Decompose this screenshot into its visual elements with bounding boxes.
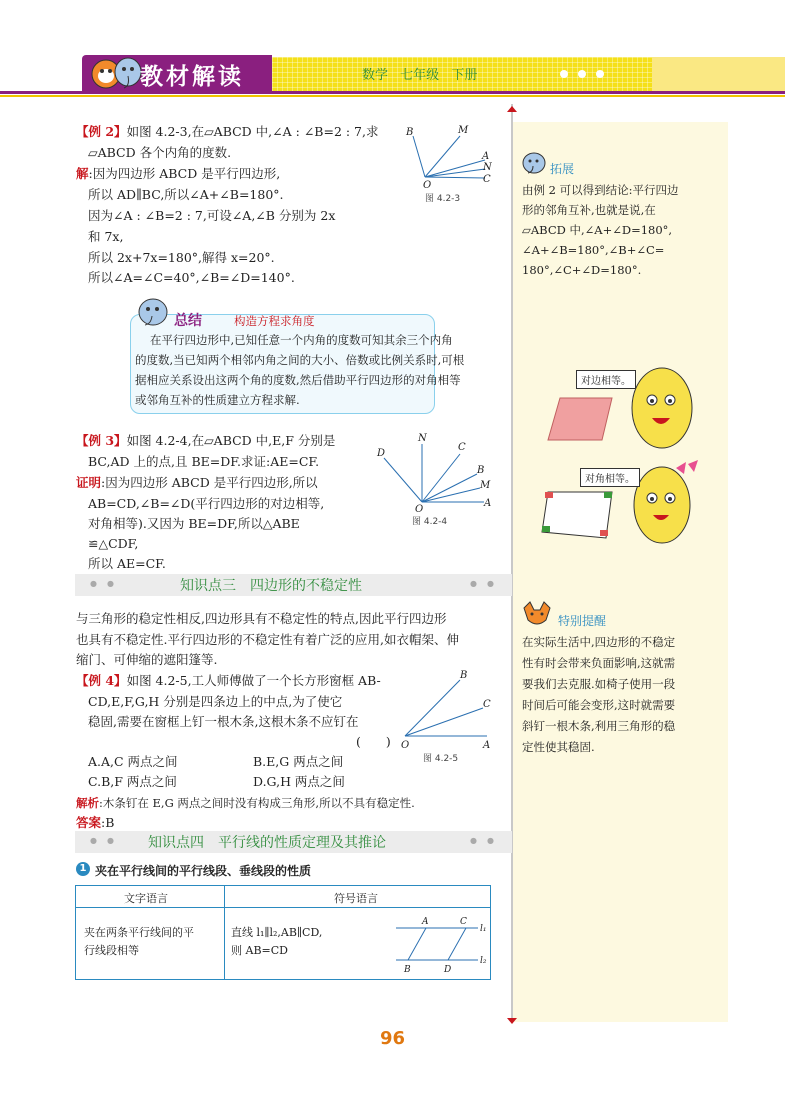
header-dot xyxy=(560,70,568,78)
ex2-question-line2: ▱ABCD 各个内角的度数. xyxy=(88,145,232,160)
point-label: M xyxy=(458,125,469,136)
figure-caption: 图 4.2-4 xyxy=(412,517,448,527)
grade-label: 七年级 xyxy=(400,68,440,83)
point-label: l₁ xyxy=(480,924,487,934)
point-label: A xyxy=(482,151,490,162)
tip-line: 在实际生活中,四边形的不稳定 xyxy=(522,635,676,649)
mascot-icon xyxy=(88,44,144,92)
option-c: C.B,F 两点之间 xyxy=(88,774,177,789)
header-dot xyxy=(578,70,586,78)
p3-line3: 缩门、可伸缩的遮阳篷等. xyxy=(76,652,218,667)
option-b: B.E,G 两点之间 xyxy=(253,754,344,769)
property-table xyxy=(75,885,491,980)
p3-line1: 与三角形的稳定性相反,四边形具有不稳定性的特点,因此平行四边形 xyxy=(76,611,447,626)
ex2-solution-line6: 所以∠A=∠C=40°,∠B=∠D=140°. xyxy=(88,270,295,285)
tip-line: 斜钉一根木条,利用三角形的稳 xyxy=(522,719,676,733)
option-a: A.A,C 两点之间 xyxy=(88,754,178,769)
table-cell: 则 AB=CD xyxy=(231,944,288,957)
extension-label: 拓展 xyxy=(550,162,575,176)
ex2-solution-line1: 解:因为四边形 ABCD 是平行四边形, xyxy=(76,166,281,181)
elephant-icon xyxy=(520,148,548,176)
arrow-up-icon xyxy=(506,104,518,114)
section-dots: ●● xyxy=(470,836,504,845)
option-d: D.G,H 两点之间 xyxy=(253,774,345,789)
point-label: C xyxy=(483,174,491,185)
elephant-icon xyxy=(135,292,171,328)
table-header-cell: 符号语言 xyxy=(334,892,378,905)
ex4-question-line2: CD,E,F,G,H 分别是四条边上的中点,为了使它 xyxy=(88,694,343,709)
point-label: B xyxy=(406,127,414,138)
ex3-proof-line1: 证明:因为四边形 ABCD 是平行四边形,所以 xyxy=(76,475,318,490)
ex2-solution-line5: 所以 2x+7x=180°,解得 x=20°. xyxy=(88,250,275,265)
point-label: A xyxy=(422,917,429,927)
point-label: D xyxy=(377,448,386,459)
table-divider xyxy=(224,886,225,979)
figure-4-2-5 xyxy=(395,668,505,766)
point-label: N xyxy=(418,433,427,444)
tip-line: 性有时会带来负面影响,这就需 xyxy=(522,656,676,670)
section-dots: ●● xyxy=(90,579,124,588)
header-subtitle xyxy=(362,64,477,83)
ex2-solution-line3: 因为∠A : ∠B=2 : 7,可设∠A,∠B 分别为 2x xyxy=(88,208,336,223)
summary-line4: 或邻角互补的性质建立方程求解. xyxy=(135,393,300,407)
ex4-explanation: 解析:木条钉在 E,G 两点之间时没有构成三角形,所以不具有稳定性. xyxy=(76,796,415,810)
point-label: D xyxy=(444,965,452,975)
header-title: 教材解读 xyxy=(140,64,244,90)
summary-line1: 在平行四边形中,已知任意一个内角的度数可知其余三个内角 xyxy=(150,333,453,347)
speech-bubble: 对边相等。 xyxy=(576,370,636,389)
header-strip-light xyxy=(652,57,785,91)
point-label: B xyxy=(404,965,411,975)
ex2-solution-line2: 所以 AD∥BC,所以∠A+∠B=180°. xyxy=(88,187,284,202)
extension-line: 由例 2 可以得到结论:平行四边 xyxy=(522,183,679,197)
page-number: 96 xyxy=(380,1028,406,1049)
point-label: C xyxy=(460,917,467,927)
cartoon-illustration xyxy=(540,360,710,555)
point-label: l₂ xyxy=(480,956,487,966)
point-label: C xyxy=(483,699,491,710)
table-cell: 夹在两条平行线间的平 xyxy=(84,926,194,939)
subsection-number: 1 xyxy=(76,862,90,876)
answer-blank: ( ) xyxy=(356,734,391,749)
section-dots: ●● xyxy=(470,579,504,588)
ex4-question-line3: 稳固,需要在窗框上钉一根木条,这根木条不应钉在 xyxy=(88,714,359,729)
summary-line3: 据相应关系设出这两个角的度数,然后借助平行四边形的对角相等 xyxy=(135,373,461,387)
point-label: O xyxy=(415,504,424,515)
tip-line: 要我们去克服.如椅子使用一段 xyxy=(522,677,676,691)
extension-line: ▱ABCD 中,∠A+∠D=180°, xyxy=(522,223,673,237)
table-cell: 直线 l₁∥l₂,AB∥CD, xyxy=(231,926,323,939)
tip-line: 定性使其稳固. xyxy=(522,740,595,754)
parallel-lines-figure xyxy=(394,912,490,978)
p3-line2: 也具有不稳定性.平行四边形的不稳定性有着广泛的应用,如衣帽架、伸 xyxy=(76,632,459,647)
point-label: B xyxy=(460,670,468,681)
figure-4-2-3 xyxy=(400,120,500,210)
ex3-question-line2: BC,AD 上的点,且 BE=DF.求证:AE=CF. xyxy=(88,454,320,469)
ex3-proof-line2: AB=CD,∠B=∠D(平行四边形的对边相等, xyxy=(88,496,325,511)
subject-label: 数学 xyxy=(362,68,389,83)
extension-line: ∠A+∠B=180°,∠B+∠C= xyxy=(522,243,665,257)
header-rule xyxy=(0,91,785,94)
point-label: B xyxy=(477,465,485,476)
ex3-proof-line4: ≌△CDF, xyxy=(88,536,139,551)
tip-line: 时间后可能会变形,这时就需要 xyxy=(522,698,676,712)
summary-line2: 的度数,当已知两个相邻内角之间的大小、倍数或比例关系时,可根 xyxy=(135,353,465,367)
ex3-proof-line5: 所以 AE=CF. xyxy=(88,556,166,571)
table-header-cell: 文字语言 xyxy=(124,892,168,905)
ex4-question-line1: 【例 4】如图 4.2-5,工人师傅做了一个长方形窗框 AB- xyxy=(76,673,381,688)
extension-line: 180°,∠C+∠D=180°. xyxy=(522,263,642,277)
figure-4-2-4 xyxy=(372,430,497,530)
speech-bubble: 对角相等。 xyxy=(580,468,640,487)
ex3-question-line1: 【例 3】如图 4.2-4,在▱ABCD 中,E,F 分别是 xyxy=(76,433,336,448)
summary-label: 总结 xyxy=(174,313,202,329)
point-label: N xyxy=(483,162,492,173)
arrow-down-icon xyxy=(506,1016,518,1026)
subsection-title: 夹在平行线间的平行线段、垂线段的性质 xyxy=(95,864,312,878)
fox-icon xyxy=(520,600,554,628)
divider xyxy=(511,104,513,1022)
point-label: C xyxy=(458,442,466,453)
table-cell: 行线段相等 xyxy=(84,944,139,957)
section-title: 知识点三 四边形的不稳定性 xyxy=(180,578,362,594)
point-label: O xyxy=(423,180,432,191)
point-label: O xyxy=(401,740,410,751)
ex2-question-line1: 【例 2】如图 4.2-3,在▱ABCD 中,∠A : ∠B=2 : 7,求 xyxy=(76,124,379,139)
figure-caption: 图 4.2-5 xyxy=(423,754,459,764)
ex2-solution-line4: 和 7x, xyxy=(88,229,124,244)
section-dots: ●● xyxy=(90,836,124,845)
tip-label: 特别提醒 xyxy=(558,614,607,628)
ex3-proof-line3: 对角相等).又因为 BE=DF,所以△ABE xyxy=(88,516,300,531)
header-rule xyxy=(0,95,785,97)
point-label: A xyxy=(484,498,492,509)
header-dot xyxy=(596,70,604,78)
point-label: A xyxy=(483,740,491,751)
term-label: 下册 xyxy=(451,68,478,83)
figure-caption: 图 4.2-3 xyxy=(425,194,461,204)
point-label: M xyxy=(480,480,491,491)
ex4-answer: 答案:B xyxy=(76,815,115,830)
summary-topic: 构造方程求角度 xyxy=(234,314,315,328)
extension-line: 形的邻角互补,也就是说,在 xyxy=(522,203,656,217)
section-title: 知识点四 平行线的性质定理及其推论 xyxy=(148,835,386,851)
